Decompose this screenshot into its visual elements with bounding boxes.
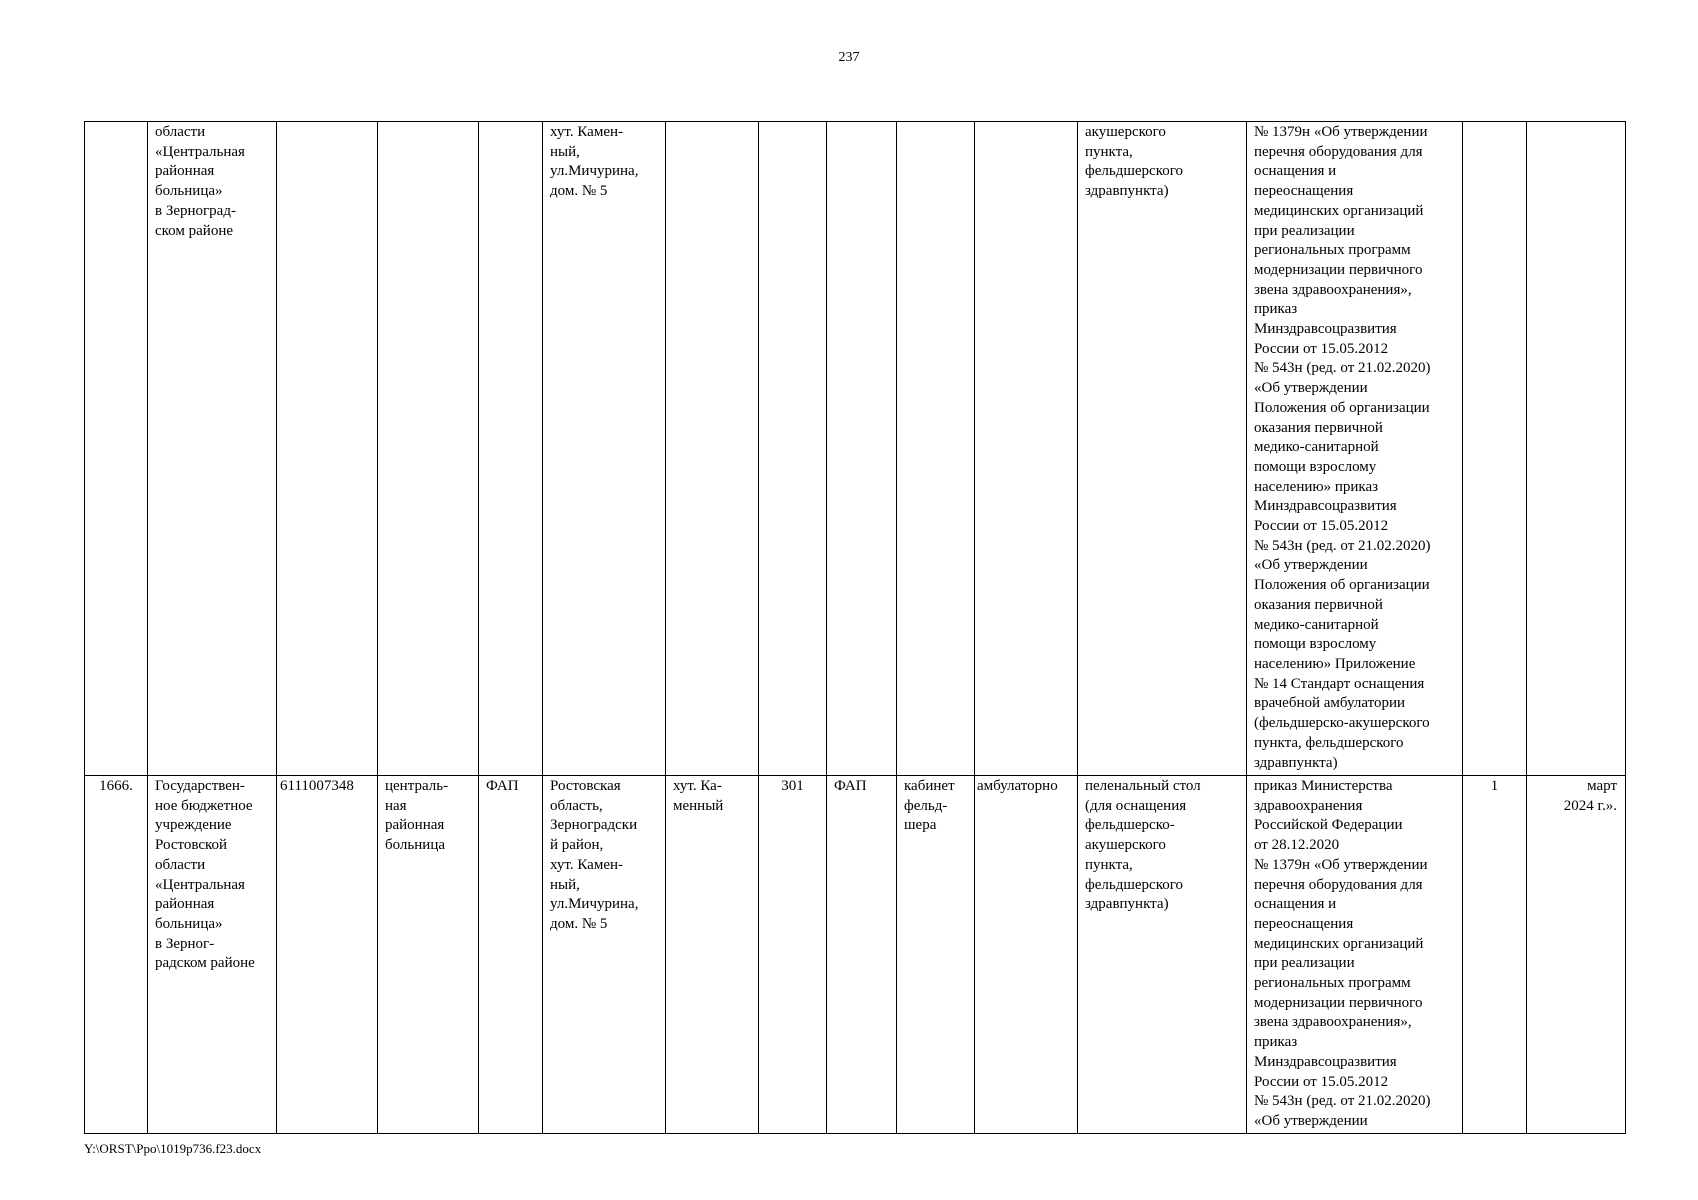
cell-institution: области «Центральная районная больница» в Зерноград- ском районе <box>148 122 277 776</box>
cell-settlement <box>666 122 759 776</box>
table-row <box>85 122 1626 776</box>
cell-number <box>85 122 148 776</box>
cell-deadline <box>1527 122 1626 776</box>
cell-unit: ФАП <box>479 776 543 1134</box>
cell-room <box>897 122 975 776</box>
cell-unit <box>479 122 543 776</box>
equipment-table <box>84 121 1626 1134</box>
cell-code: 301 <box>759 776 827 1134</box>
cell-inn <box>277 122 378 776</box>
cell-care-form: амбулаторно <box>975 776 1078 1134</box>
cell-care-form <box>975 122 1078 776</box>
cell-code <box>759 122 827 776</box>
cell-number: 1666. <box>85 776 148 1134</box>
cell-settlement: хут. Ка- менный <box>666 776 759 1134</box>
cell-facility-type: централь- ная районная больница <box>378 776 479 1134</box>
cell-address: Ростовская область, Зерноградски й район, хут. Камен- ный, ул.Мичурина, дом. № 5 <box>543 776 666 1134</box>
cell-deadline: март 2024 г.». <box>1527 776 1626 1134</box>
cell-quantity: 1 <box>1463 776 1527 1134</box>
cell-quantity <box>1463 122 1527 776</box>
cell-institution: Государствен- ное бюджетное учреждение Ростовской области «Центральная районная больница» в Зерног- радском районе <box>148 776 277 1134</box>
cell-equipment: пеленальный стол (для оснащения фельдшерско- акушерского пункта, фельдшерского здравпункта) <box>1078 776 1247 1134</box>
page-number: 237 <box>838 50 860 65</box>
cell-basis: № 1379н «Об утверждении перечня оборудования для оснащения и переоснащения медицинских организаций при реализации региональных программ модернизации первичного звена здравоохранения», приказ Минздравсоцразвития России от 15.05.2012 № 543н (ред. от 21.02.2020) «Об утверждении Положения об организации оказания первичной медико-санитарной помощи взрослому населению» приказ Минздравсоцразвития России от 15.05.2012 № 543н (ред. от 21.02.2020) «Об утверждении Положения об организации оказания первичной медико-санитарной помощи взрослому населению» Приложение № 14 Стандарт оснащения врачебной амбулатории (фельдшерско-акушерского пункта, фельдшерского здравпункта) <box>1247 122 1463 776</box>
cell-address: хут. Камен- ный, ул.Мичурина, дом. № 5 <box>543 122 666 776</box>
cell-equipment: акушерского пункта, фельдшерского здравпункта) <box>1078 122 1247 776</box>
cell-object: ФАП <box>827 776 897 1134</box>
footer-file-path: Y:\ORST\Ppo\1019p736.f23.docx <box>84 1141 262 1156</box>
table-row <box>85 776 1626 1134</box>
cell-object <box>827 122 897 776</box>
cell-room: кабинет фельд- шера <box>897 776 975 1134</box>
cell-facility-type <box>378 122 479 776</box>
cell-inn: 6111007348 <box>277 776 378 1134</box>
cell-basis: приказ Министерства здравоохранения Российской Федерации от 28.12.2020 № 1379н «Об утверждении перечня оборудования для оснащения и переоснащения медицинских организаций при реализации региональных программ модернизации первичного звена здравоохранения», приказ Минздравсоцразвития России от 15.05.2012 № 543н (ред. от 21.02.2020) «Об утверждении <box>1247 776 1463 1134</box>
